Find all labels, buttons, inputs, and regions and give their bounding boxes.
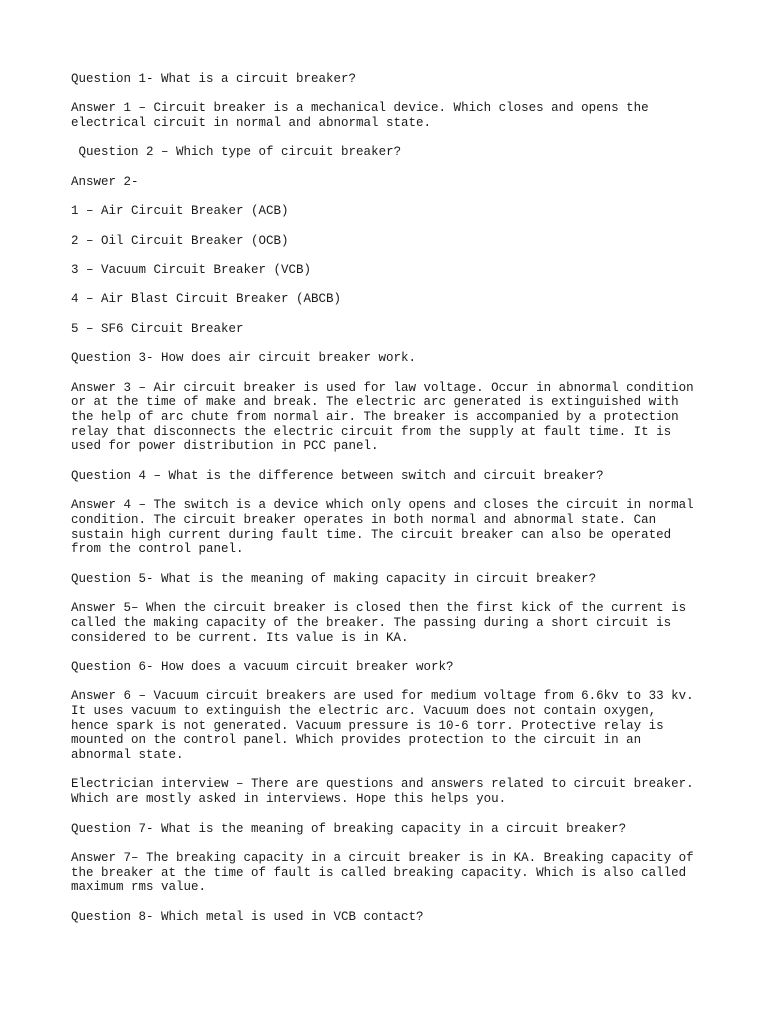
answer-6: Answer 6 – Vacuum circuit breakers are used for medium voltage from 6.6kv to 33 kv. It uses vacuum to extinguish the electric arc. Vacuum does not contain oxygen, hence spark is not generated. Vacuum pressure is 10-6 torr. Protective relay is mounted on the control panel. Which provides protection to the circuit in an abnormal state.: [71, 689, 694, 763]
answer-1: Answer 1 – Circuit breaker is a mechanical device. Which closes and opens the electrical circuit in normal and abnormal state.: [71, 101, 649, 131]
answer-4: Answer 4 – The switch is a device which only opens and closes the circuit in normal condition. The circuit breaker operates in both normal and abnormal state. Can sustain high current during fault time. The circuit breaker can also be operated from the control panel.: [71, 498, 694, 557]
list-item: 5 – SF6 Circuit Breaker: [71, 321, 244, 336]
question-5: Question 5- What is the meaning of making capacity in circuit breaker?: [71, 571, 597, 586]
question-4: Question 4 – What is the difference between switch and circuit breaker?: [71, 468, 604, 483]
document-body: [71, 72, 711, 939]
answer-7: Answer 7– The breaking capacity in a circuit breaker is in KA. Breaking capacity of the breaker at the time of fault is called breaking capacity. Which is also called maximum rms value.: [71, 850, 694, 895]
list-item: 3 – Vacuum Circuit Breaker (VCB): [71, 263, 312, 278]
question-1: Question 1- What is a circuit breaker?: [71, 72, 357, 86]
list-item: 4 – Air Blast Circuit Breaker (ABCB): [71, 292, 342, 307]
question-8: Question 8- Which metal is used in VCB contact?: [71, 909, 424, 924]
question-7: Question 7- What is the meaning of breaking capacity in a circuit breaker?: [71, 821, 627, 836]
question-3: Question 3- How does air circuit breaker work.: [71, 351, 417, 366]
answer-2-heading: Answer 2-: [71, 174, 139, 189]
answer-3: Answer 3 – Air circuit breaker is used for law voltage. Occur in abnormal condition or at the time of make and break. The electric arc generated is extinguished with the help of arc chute from normal air. The breaker is accompanied by a protection relay that disconnects the electric circuit from the supply at fault time. It is used for power distribution in PCC panel.: [71, 380, 694, 454]
question-6: Question 6- How does a vacuum circuit breaker work?: [71, 659, 454, 674]
interview-note: Electrician interview – There are questions and answers related to circuit breaker. Which are mostly asked in interviews. Hope this helps you.: [71, 777, 694, 807]
list-item: 1 – Air Circuit Breaker (ACB): [71, 204, 289, 219]
question-2: Question 2 – Which type of circuit breaker?: [71, 145, 402, 160]
list-item: 2 – Oil Circuit Breaker (OCB): [71, 233, 289, 248]
answer-5: Answer 5– When the circuit breaker is closed then the first kick of the current is called the making capacity of the breaker. The passing during a short circuit is considered to be current. Its value is in KA.: [71, 601, 687, 645]
